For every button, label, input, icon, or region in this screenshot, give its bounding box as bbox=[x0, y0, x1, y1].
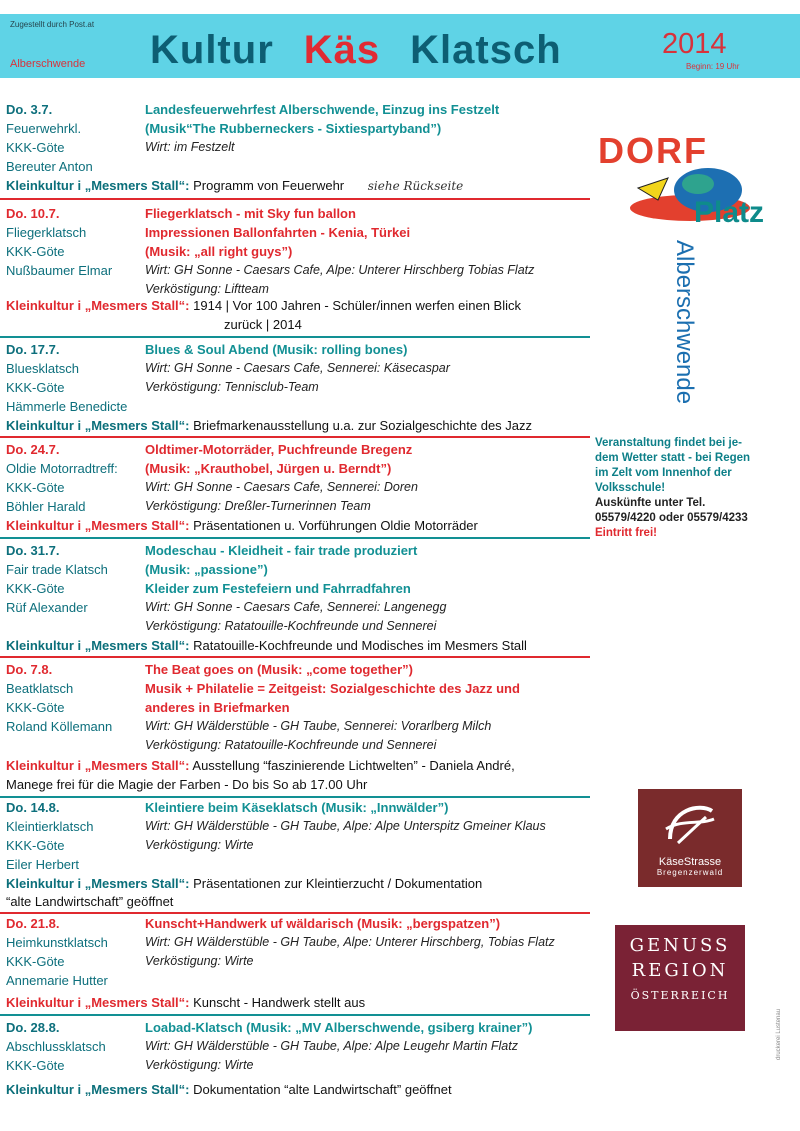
kleinkultur-line-cont bbox=[6, 777, 596, 792]
event-headline: (Musik“The Rubberneckers - Sixtiespartyband”) bbox=[145, 121, 442, 136]
info-line: Veranstaltung findet bei je- bbox=[595, 437, 742, 449]
event-info: Verköstigung: Ratatouille-Kochfreunde und Sennerei bbox=[145, 738, 437, 752]
event-info: Verköstigung: Ratatouille-Kochfreunde und Sennerei bbox=[145, 619, 437, 633]
kleinkultur-text: Programm von Feuerwehr bbox=[193, 178, 345, 193]
event-headline: anderes in Briefmarken bbox=[145, 700, 290, 715]
info-line: im Zelt vom Innenhof der bbox=[595, 467, 732, 479]
title-word-kultur: Kultur bbox=[150, 28, 274, 72]
event-info: Wirt: GH Sonne - Caesars Cafe, Sennerei: Doren bbox=[145, 480, 418, 494]
event-headline: Impressionen Ballonfahrten - Kenia, Türkei bbox=[145, 225, 411, 240]
event-info: Wirt: GH Wälderstüble - GH Taube, Alpe: Alpe Leugehr Martin Flatz bbox=[145, 1039, 518, 1053]
event-org: KKK-Göte bbox=[6, 954, 65, 969]
event-headline: Kleider zum Festefeiern und Fahrradfahren bbox=[145, 581, 411, 596]
kleinkultur-text: Ausstellung “faszinierende Lichtwelten” - Daniela André, bbox=[192, 758, 515, 773]
event-name: Kleintierklatsch bbox=[6, 819, 94, 834]
event-name: Fair trade Klatsch bbox=[6, 562, 108, 577]
event-info: Wirt: GH Wälderstüble - GH Taube, Alpe: Alpe Unterspitz Gmeiner Klaus bbox=[145, 819, 546, 833]
event-org: KKK-Göte bbox=[6, 480, 65, 495]
kleinkultur-line bbox=[6, 995, 596, 1010]
divider bbox=[0, 537, 590, 539]
kleinkultur-line bbox=[6, 178, 596, 193]
event-name: Bluesklatsch bbox=[6, 361, 79, 376]
print-credit: druckerei Lustenau bbox=[776, 1008, 782, 1060]
info-admission: Eintritt frei! bbox=[595, 527, 657, 539]
oesterreich-word: ÖSTERREICH bbox=[630, 989, 730, 1002]
event-info: Wirt: GH Sonne - Caesars Cafe, Alpe: Unterer Hirschberg Tobias Flatz bbox=[145, 263, 535, 277]
kleinkultur-label: Kleinkultur i „Mesmers Stall“: bbox=[6, 518, 190, 533]
event-date: Do. 24.7. bbox=[6, 442, 60, 457]
divider bbox=[0, 336, 590, 338]
divider bbox=[0, 436, 590, 438]
kleinkultur-label: Kleinkultur i „Mesmers Stall“: bbox=[6, 298, 190, 313]
event-info: Verköstigung: Dreßler-Turnerinnen Team bbox=[145, 499, 371, 513]
event-host: Annemarie Hutter bbox=[6, 973, 108, 988]
kleinkultur-text: Kunscht - Handwerk stellt aus bbox=[193, 995, 366, 1010]
kleinkultur-label: Kleinkultur i „Mesmers Stall“: bbox=[6, 178, 190, 193]
event-info: Wirt: GH Sonne - Caesars Cafe, Sennerei: Langenegg bbox=[145, 600, 447, 614]
kaesestrasse-name: KäseStrasse bbox=[658, 856, 722, 868]
event-headline: (Musik: „all right guys”) bbox=[145, 244, 293, 259]
event-name: Oldie Motorradtreff: bbox=[6, 461, 118, 476]
event-headline: The Beat goes on (Musik: „come together”) bbox=[145, 662, 413, 677]
event-name: Fliegerklatsch bbox=[6, 225, 87, 240]
header-begin-time: Beginn: 19 Uhr bbox=[686, 62, 740, 71]
kleinkultur-line bbox=[6, 638, 596, 653]
kleinkultur-line bbox=[6, 876, 596, 891]
kleinkultur-label: Kleinkultur i „Mesmers Stall“: bbox=[6, 758, 190, 773]
info-line: Auskünfte unter Tel. bbox=[595, 497, 706, 509]
event-org: KKK-Göte bbox=[6, 700, 65, 715]
kaesestrasse-region: Bregenzerwald bbox=[656, 868, 724, 877]
event-info: Wirt: im Festzelt bbox=[145, 140, 235, 154]
event-org: KKK-Göte bbox=[6, 581, 65, 596]
kleinkultur-label: Kleinkultur i „Mesmers Stall“: bbox=[6, 418, 190, 433]
kleinkultur-text: “alte Landwirtschaft” geöffnet bbox=[6, 894, 174, 909]
event-name: Abschlussklatsch bbox=[6, 1039, 106, 1054]
kleinkultur-text: Briefmarkenausstellung u.a. zur Sozialgeschichte des Jazz bbox=[193, 418, 533, 433]
kleinkultur-label: Kleinkultur i „Mesmers Stall“: bbox=[6, 995, 190, 1010]
event-info: Verköstigung: Wirte bbox=[145, 1058, 254, 1072]
event-headline: Loabad-Klatsch (Musik: „MV Alberschwende, gsiberg krainer”) bbox=[145, 1020, 533, 1035]
kleinkultur-line-cont bbox=[224, 317, 584, 332]
kleinkultur-text: Ratatouille-Kochfreunde und Modisches im Mesmers Stall bbox=[193, 638, 527, 653]
header-year: 2014 bbox=[662, 28, 727, 60]
event-name: Feuerwehrkl. bbox=[6, 121, 82, 136]
divider bbox=[0, 1014, 590, 1016]
dorfplatz-vertical-text: Alberschwende bbox=[671, 240, 698, 405]
title-word-kaes: Käs bbox=[303, 28, 381, 72]
handwritten-note: siehe Rückseite bbox=[367, 179, 464, 193]
event-headline: Kunscht+Handwerk uf wäldarisch (Musik: „bergspatzen”) bbox=[145, 916, 501, 931]
kleinkultur-label: Kleinkultur i „Mesmers Stall“: bbox=[6, 1082, 190, 1097]
event-headline: Oldtimer-Motorräder, Puchfreunde Bregenz bbox=[145, 442, 413, 457]
kleinkultur-line-cont bbox=[6, 894, 596, 909]
event-info: Verköstigung: Liftteam bbox=[145, 282, 269, 296]
event-headline: Fliegerklatsch - mit Sky fun ballon bbox=[145, 206, 356, 221]
kleinkultur-text: Präsentationen u. Vorführungen Oldie Motorräder bbox=[193, 518, 478, 533]
info-line: dem Wetter statt - bei Regen bbox=[595, 452, 751, 464]
event-info: Wirt: GH Wälderstüble - GH Taube, Sennerei: Vorarlberg Milch bbox=[145, 719, 492, 733]
kleinkultur-line bbox=[6, 1082, 596, 1097]
kaesestrasse-swoosh-icon bbox=[660, 799, 720, 851]
page-title bbox=[150, 28, 562, 73]
dorfplatz-word-platz: Platz bbox=[694, 196, 765, 229]
kleinkultur-text: zurück | 2014 bbox=[224, 317, 302, 332]
event-info: Wirt: GH Sonne - Caesars Cafe, Sennerei: Käsecaspar bbox=[145, 361, 450, 375]
event-host: Bereuter Anton bbox=[6, 159, 93, 174]
info-box bbox=[595, 436, 785, 541]
event-headline: Blues & Soul Abend (Musik: rolling bones) bbox=[145, 342, 408, 357]
event-name: Beatklatsch bbox=[6, 681, 74, 696]
kleinkultur-text: Präsentationen zur Kleintierzucht / Dokumentation bbox=[193, 876, 483, 891]
event-headline: Musik + Philatelie = Zeitgeist: Sozialgeschichte des Jazz und bbox=[145, 681, 520, 696]
kleinkultur-line bbox=[6, 518, 596, 533]
event-date: Do. 14.8. bbox=[6, 800, 60, 815]
event-host: Böhler Harald bbox=[6, 499, 86, 514]
event-host: Roland Köllemann bbox=[6, 719, 113, 734]
postal-note: Zugestellt durch Post.at bbox=[10, 20, 95, 29]
divider bbox=[0, 656, 590, 658]
dorfplatz-word-dorf: DORF bbox=[598, 130, 708, 171]
event-date: Do. 10.7. bbox=[6, 206, 60, 221]
event-org: KKK-Göte bbox=[6, 838, 65, 853]
kleinkultur-text: 1914 | Vor 100 Jahren - Schüler/innen werfen einen Blick bbox=[193, 298, 521, 313]
event-headline: Kleintiere beim Käseklatsch (Musik: „Innwälder”) bbox=[145, 800, 449, 815]
kleinkultur-label: Kleinkultur i „Mesmers Stall“: bbox=[6, 638, 190, 653]
kleinkultur-text: Dokumentation “alte Landwirtschaft” geöffnet bbox=[193, 1082, 452, 1097]
event-info: Verköstigung: Wirte bbox=[145, 954, 254, 968]
event-org: KKK-Göte bbox=[6, 140, 65, 155]
event-date: Do. 7.8. bbox=[6, 662, 53, 677]
dorfplatz-logo bbox=[598, 130, 788, 410]
genuss-word: GENUSS bbox=[629, 935, 731, 956]
event-name: Heimkunstklatsch bbox=[6, 935, 108, 950]
event-date: Do. 31.7. bbox=[6, 543, 60, 558]
kleinkultur-line bbox=[6, 418, 596, 433]
event-info: Wirt: GH Wälderstüble - GH Taube, Alpe: Unterer Hirschberg, Tobias Flatz bbox=[145, 935, 555, 949]
event-org: KKK-Göte bbox=[6, 244, 65, 259]
kaesestrasse-logo bbox=[638, 789, 742, 887]
event-headline: (Musik: „Krauthobel, Jürgen u. Berndt”) bbox=[145, 461, 392, 476]
info-phone: 05579/4220 oder 05579/4233 bbox=[595, 512, 748, 524]
event-host: Hämmerle Benedicte bbox=[6, 399, 128, 414]
info-line: Volksschule! bbox=[595, 482, 666, 494]
event-host: Nußbaumer Elmar bbox=[6, 263, 113, 278]
kleinkultur-line bbox=[6, 758, 596, 773]
event-date: Do. 21.8. bbox=[6, 916, 60, 931]
event-host: Rüf Alexander bbox=[6, 600, 88, 615]
header-place: Alberschwende bbox=[10, 58, 86, 70]
event-date: Do. 3.7. bbox=[6, 102, 53, 117]
event-info: Verköstigung: Wirte bbox=[145, 838, 254, 852]
kleinkultur-label: Kleinkultur i „Mesmers Stall“: bbox=[6, 876, 190, 891]
event-headline: (Musik: „passione”) bbox=[145, 562, 268, 577]
divider bbox=[0, 198, 590, 200]
region-word: REGION bbox=[631, 960, 729, 981]
event-org: KKK-Göte bbox=[6, 1058, 65, 1073]
event-info: Verköstigung: Tennisclub-Team bbox=[145, 380, 319, 394]
header-banner bbox=[0, 14, 800, 78]
event-date: Do. 17.7. bbox=[6, 342, 60, 357]
event-date: Do. 28.8. bbox=[6, 1020, 60, 1035]
kleinkultur-line bbox=[6, 298, 596, 313]
event-headline: Landesfeuerwehrfest Alberschwende, Einzug ins Festzelt bbox=[145, 102, 500, 117]
event-host: Eiler Herbert bbox=[6, 857, 79, 872]
event-org: KKK-Göte bbox=[6, 380, 65, 395]
event-headline: Modeschau - Kleidheit - fair trade produziert bbox=[145, 543, 418, 558]
kleinkultur-text: Manege frei für die Magie der Farben - Do bis So ab 17.00 Uhr bbox=[6, 777, 368, 792]
genuss-region-logo bbox=[615, 925, 745, 1031]
title-word-klatsch: Klatsch bbox=[410, 28, 562, 72]
